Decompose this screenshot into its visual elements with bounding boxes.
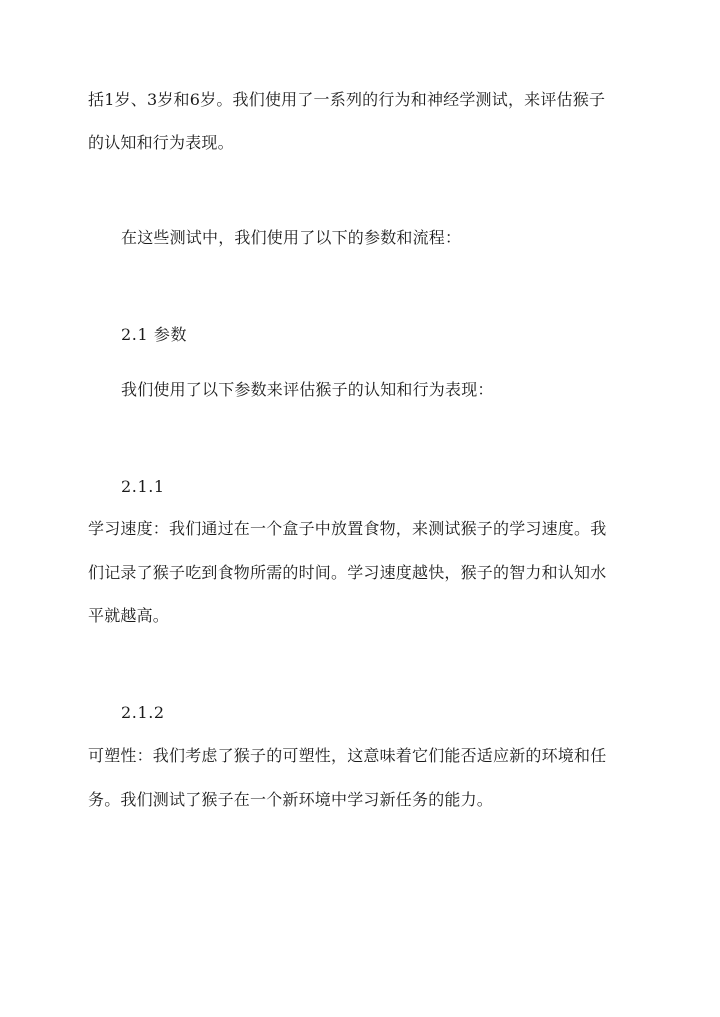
intro-line-2: 的认知和行为表现。: [88, 133, 234, 152]
section-2-1-1-line-1: 学习速度：我们通过在一个盒子中放置食物，来测试猴子的学习速度。我: [88, 519, 607, 538]
intro-line-1: 括1岁、3岁和6岁。我们使用了一系列的行为和神经学测试，来评估猴子: [88, 90, 606, 109]
section-2-1-1-line-3: 平就越高。: [88, 606, 170, 625]
section-2-1-2-line-1: 可塑性：我们考虑了猴子的可塑性，这意味着它们能否适应新的环境和任: [88, 746, 607, 765]
section-2-1-intro: 我们使用了以下参数来评估猴子的认知和行为表现：: [121, 380, 494, 399]
section-number-2-1-1: 2.1.1: [121, 477, 165, 496]
section-heading-2-1: 2.1 参数: [121, 325, 188, 344]
section-number-2-1-2: 2.1.2: [121, 703, 165, 722]
procedure-intro: 在这些测试中，我们使用了以下的参数和流程：: [121, 228, 462, 247]
section-2-1-2-line-2: 务。我们测试了猴子在一个新环境中学习新任务的能力。: [88, 790, 494, 809]
section-2-1-1-line-2: 们记录了猴子吃到食物所需的时间。学习速度越快，猴子的智力和认知水: [88, 563, 607, 582]
